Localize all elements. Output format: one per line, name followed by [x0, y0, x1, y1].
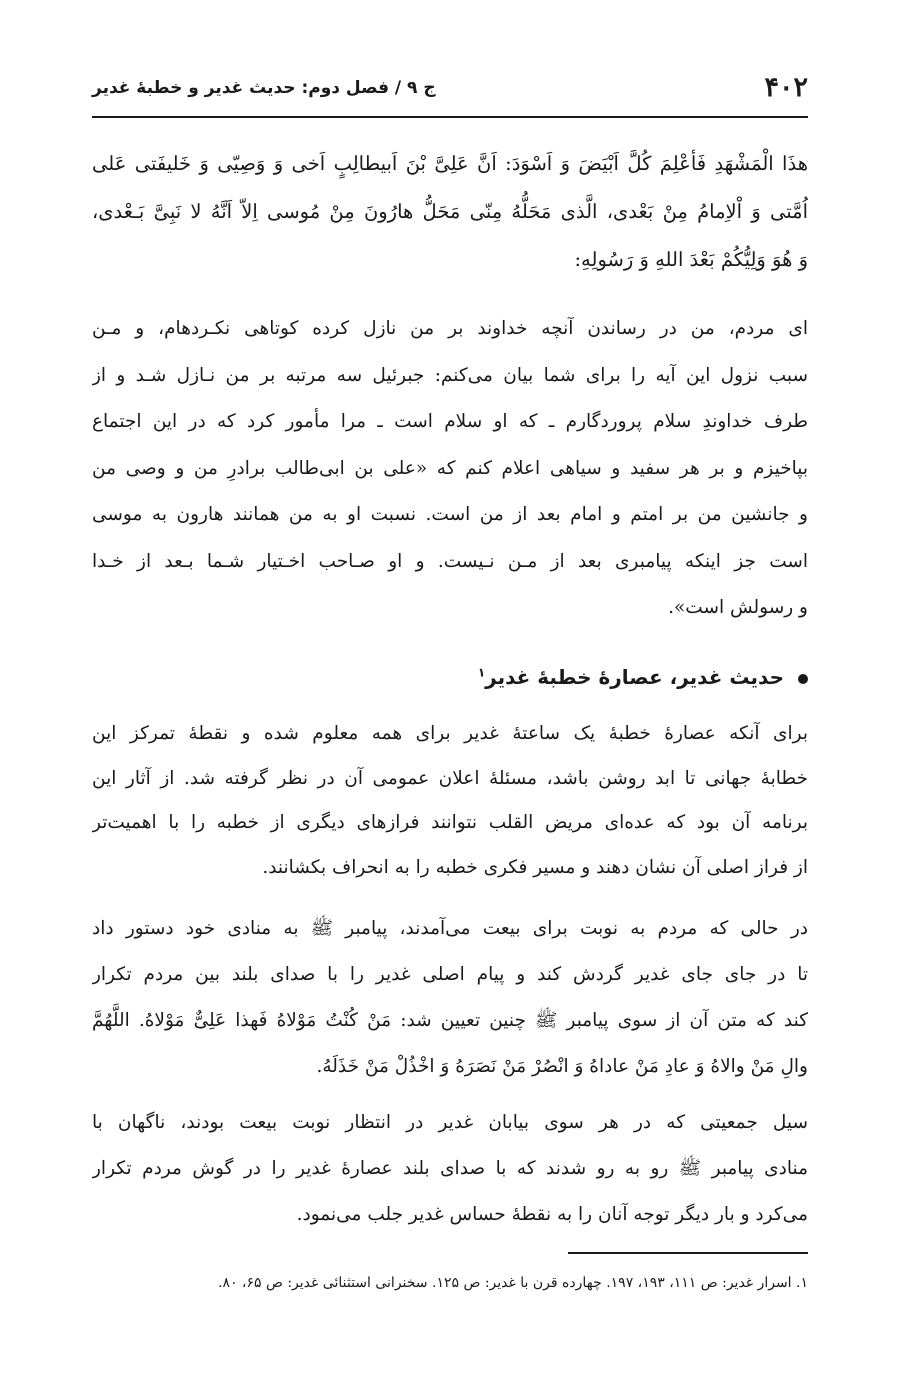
- text-line: طرف خداوندِ سلام پروردگارم ـ که او سلام است ـ مرا مأمور کرد که در این اجتماع: [92, 411, 808, 432]
- text-line: سیل جمعیتی که در هر سوی بیابان غدیر در انتظار نوبت بیعت بودند، ناگهان با: [92, 1112, 808, 1133]
- text-line: تا در جای جای غدیر گردش کند و پیام اصلی غدیر را با صدای بلند بین مردم تکرار: [92, 964, 808, 985]
- text-line: کند که متن آن از سوی پیامبر ﷺ چنین تعیین شد: مَنْ کُنْتُ مَوْلاهُ فَهذا عَلِیٌّ مَوْلاهُ. اللَّهُمَّ: [92, 1010, 808, 1031]
- text-line: بپاخیزم و بر هر سفید و سیاهی اعلام کنم که «علی بن ابی‌طالب برادرِ من و وصی من: [92, 457, 808, 479]
- paragraph-3: [92, 906, 808, 1090]
- page-number: ۴۰۲: [764, 72, 808, 103]
- text-line: است جز اینکه پیامبری بعد از مـن نـیست. و او صـاحب اخـتیار شـما بـعد از خـدا: [92, 550, 808, 572]
- text-line: برنامه آن بود که عده‌ای مریض القلب نتوانند فرازهای دیگری از خطبه را با اهمیت‌تر: [92, 812, 808, 833]
- text-line: خطابهٔ جهانی تا ابد روشن باشد، مسئلهٔ اعلان عمومی آن در نظر گرفته شد. از آثار این: [92, 767, 808, 789]
- text-line: سبب نزول این آیه را برای شما بیان می‌کنم: جبرئیل سه مرتبه بر من نـازل شـد و از: [92, 364, 808, 386]
- text-line: در حالی که مردم به نوبت برای بیعت می‌آمدند، پیامبر ﷺ به منادی خود دستور داد: [92, 918, 808, 939]
- quote-line: اُمَّتی وَ اْلاِمامُ مِنْ بَعْدی، الَّذی مَحَلُّهُ مِنّی مَحَلُّ هارُونَ مِنْ مُوسی اِلاّ اَنَّهُ لا نَبِیَّ بَـعْدی،: [92, 200, 808, 223]
- header-divider: [92, 116, 808, 118]
- text-line: از فراز اصلی آن نشان دهند و مسیر فکری خطبه را به انحراف بکشانند.: [262, 856, 808, 878]
- arabic-quote: [92, 140, 808, 284]
- footnote-divider: [568, 1252, 808, 1254]
- text-line: برای آنکه عصارهٔ خطبهٔ یک ساعتهٔ غدیر برای همه معلوم شده و نقطهٔ تمرکز این: [92, 723, 808, 744]
- quote-line: وَ هُوَ وَلِیُّکُمْ بَعْدَ اللهِ وَ رَسُولِهِ:: [574, 248, 808, 271]
- text-line: والِ مَنْ والاهُ وَ عادِ مَنْ عاداهُ وَ انْصُرْ مَنْ نَصَرَهُ وَ اخْذُلْ مَنْ خَذَلَهُ.: [316, 1056, 808, 1077]
- paragraph-4: [92, 1100, 808, 1238]
- paragraph-1: [92, 306, 808, 632]
- text-line: ای مردم، من در رساندن آنچه خداوند بر من نازل کرده کوتاهی نکـردهام، و مـن: [92, 318, 808, 339]
- section-heading-text: حدیث غدیر، عصارهٔ خطبهٔ غدیر: [485, 665, 784, 689]
- running-title: ج ۹ / فصل دوم: حدیث غدیر و خطبهٔ غدیر: [92, 78, 436, 98]
- text-line: می‌کرد و بار دیگر توجه آنان را به نقطهٔ حساس غدیر جلب می‌نمود.: [296, 1204, 808, 1225]
- text-line: و رسولش است».: [668, 597, 808, 618]
- text-line: منادی پیامبر ﷺ رو به رو شدند که با صدای بلند عصارهٔ غدیر را در گوش مردم تکرار: [92, 1158, 808, 1179]
- page-header: [92, 62, 808, 114]
- footnote: ۱. اسرار غدیر: ص ۱۱۱، ۱۹۳، ۱۹۷. چهارده قرن با غدیر: ص ۱۲۵. سخنرانی استثنائی غدیر: ص ۶۵، ۸۰.: [217, 1275, 808, 1291]
- section-heading: [92, 665, 808, 689]
- bullet-icon: [798, 674, 808, 684]
- quote-line: هذَا الْمَشْهَدِ فَأعْلِمَ کُلَّ اَبْیَضَ وَ اَسْوَدَ: اَنَّ عَلِیَّ بْنَ اَبیطالِبٍ اَخی وَ وَصِیّی وَ خَلیفَتی عَلی: [92, 152, 808, 175]
- footnote-reference: ۱: [477, 665, 486, 680]
- text-line: و جانشین من بر امتم و امام بعد از من است. نسبت او به من همانند هارون به موسی: [92, 504, 808, 525]
- paragraph-2: [92, 712, 808, 890]
